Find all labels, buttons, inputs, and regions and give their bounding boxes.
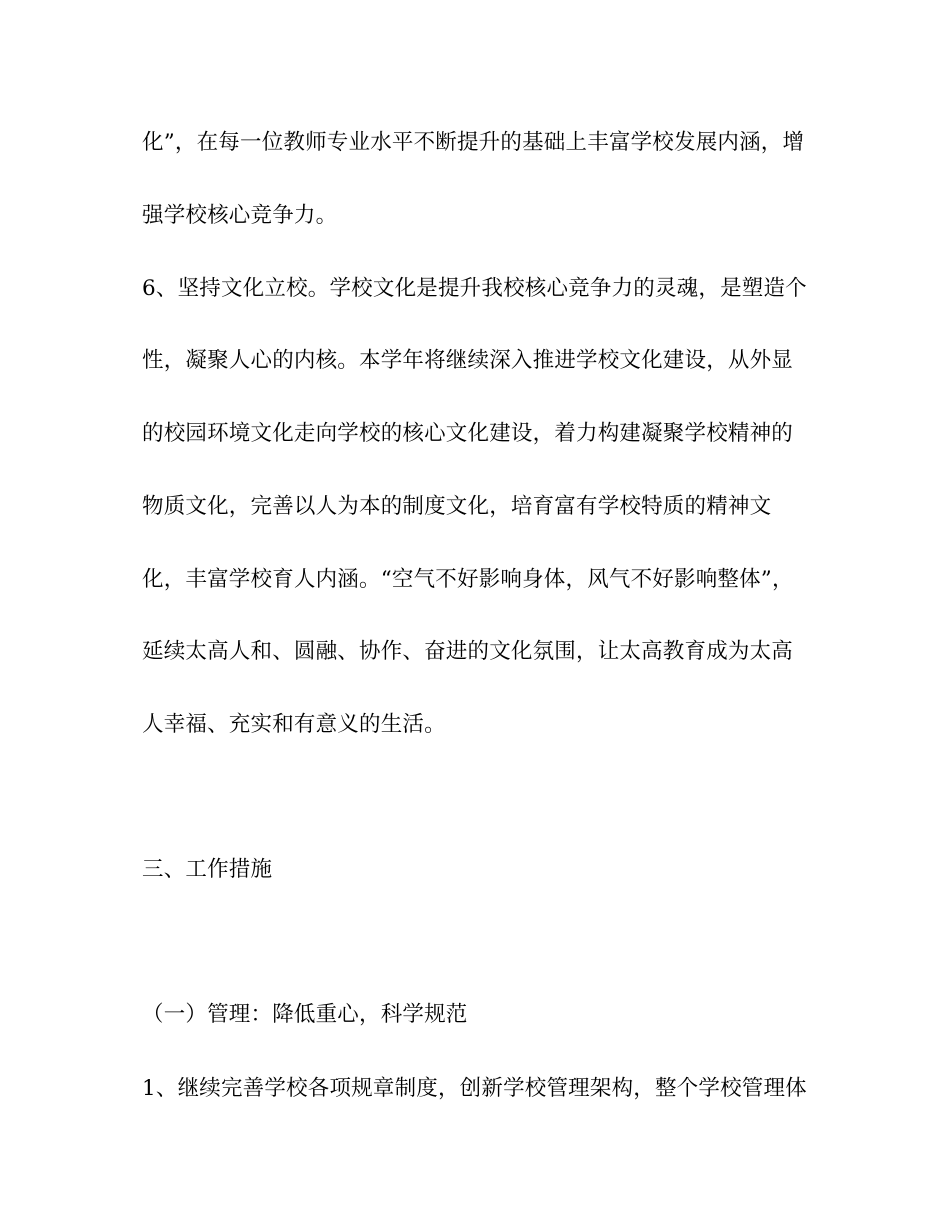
paragraph-line: 强学校核心竞争力。: [142, 203, 338, 228]
paragraph-line: 物质文化，完善以人为本的制度文化，培育富有学校特质的精神文: [142, 494, 772, 519]
paragraph-line: 化”，在每一位教师专业水平不断提升的基础上丰富学校发展内涵，增: [142, 130, 805, 155]
paragraph-line: 性，凝聚人心的内核。本学年将继续深入推进学校文化建设，从外显: [142, 348, 794, 373]
paragraph-line: 延续太高人和、圆融、协作、奋进的文化氛围，让太高教育成为太高: [142, 639, 794, 664]
paragraph-line: 人幸福、充实和有意义的生活。: [142, 712, 446, 737]
subsection-heading: （一）管理：降低重心，科学规范: [142, 1002, 468, 1027]
paragraph-line: 的校园环境文化走向学校的核心文化建设，着力构建凝聚学校精神的: [142, 421, 794, 446]
paragraph-line: 化，丰富学校育人内涵。“空气不好影响身体，风气不好影响整体”，: [142, 567, 794, 592]
paragraph-line: 1、继续完善学校各项规章制度，创新学校管理架构，整个学校管理体: [142, 1076, 807, 1101]
section-heading: 三、工作措施: [142, 857, 273, 882]
paragraph-line: 6、坚持文化立校。学校文化是提升我校核心竞争力的灵魂，是塑造个: [142, 276, 807, 301]
